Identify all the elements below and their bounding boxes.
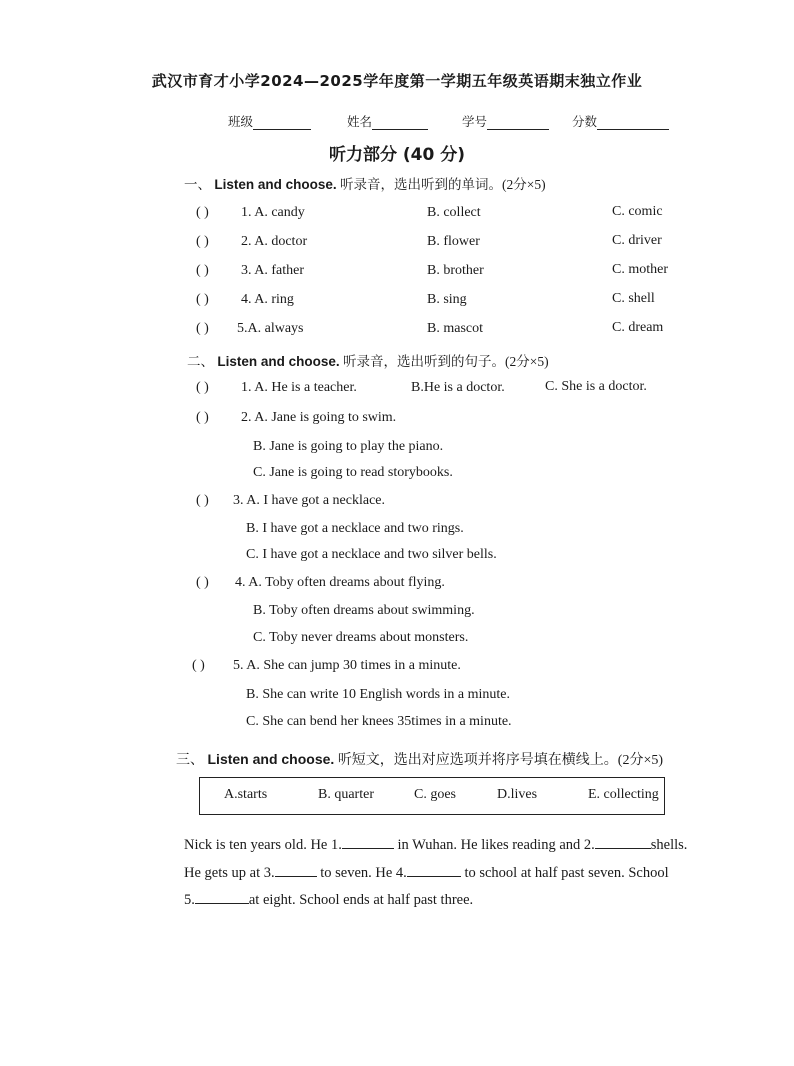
section3-heading bbox=[176, 749, 663, 769]
answer-paren[interactable]: ( ) bbox=[196, 410, 209, 425]
section2-number: 二、 bbox=[187, 354, 214, 369]
option-b: B. flower bbox=[427, 234, 480, 249]
option-b: B. brother bbox=[427, 263, 484, 278]
section2-instruction: 听录音，选出听到的句子。(2分×5) bbox=[343, 354, 549, 369]
option-c: C. I have got a necklace and two silver bells. bbox=[246, 547, 497, 562]
word-option-b: B. quarter bbox=[318, 787, 374, 802]
option-a: 5.A. always bbox=[237, 321, 304, 336]
name-label: 姓名 bbox=[347, 114, 373, 129]
passage-text: 5. bbox=[184, 892, 195, 908]
answer-paren[interactable]: ( ) bbox=[196, 234, 209, 249]
answer-paren[interactable]: ( ) bbox=[196, 380, 209, 395]
word-option-e: E. collecting bbox=[588, 787, 659, 802]
blank-2[interactable] bbox=[595, 834, 651, 849]
option-a: 5. A. She can jump 30 times in a minute. bbox=[233, 658, 461, 673]
blank-4[interactable] bbox=[407, 862, 461, 877]
answer-paren[interactable]: ( ) bbox=[192, 658, 205, 673]
name-field bbox=[347, 112, 428, 130]
answer-paren[interactable]: ( ) bbox=[196, 575, 209, 590]
answer-paren[interactable]: ( ) bbox=[196, 292, 209, 307]
passage-line-1 bbox=[184, 834, 687, 854]
class-label: 班级 bbox=[228, 114, 254, 129]
passage-text: shells. bbox=[650, 837, 688, 853]
section1-number: 一、 bbox=[184, 177, 211, 192]
class-blank[interactable] bbox=[253, 115, 311, 130]
passage-line-2 bbox=[184, 862, 669, 882]
option-a: 1. A. candy bbox=[241, 205, 305, 220]
blank-3[interactable] bbox=[275, 862, 317, 877]
number-label: 学号 bbox=[462, 114, 488, 129]
option-c: C. comic bbox=[612, 204, 663, 219]
option-a: 2. A. Jane is going to swim. bbox=[241, 410, 397, 425]
option-a: 3. A. father bbox=[241, 263, 304, 278]
passage-text: at eight. School ends at half past three. bbox=[248, 892, 474, 908]
score-label: 分数 bbox=[572, 114, 598, 129]
listening-part-title: 听力部分 (40 分) bbox=[328, 145, 466, 165]
option-c: C. dream bbox=[612, 320, 664, 335]
option-b: B. Toby often dreams about swimming. bbox=[253, 603, 475, 618]
option-a: 2. A. doctor bbox=[241, 234, 308, 249]
number-blank[interactable] bbox=[487, 115, 549, 130]
section1-instruction: 听录音，选出听到的单词。(2分×5) bbox=[340, 177, 546, 192]
option-c: C. She can bend her knees 35times in a minute. bbox=[246, 714, 512, 729]
passage-text: He gets up at 3. bbox=[184, 865, 275, 881]
section1-label: Listen and choose. bbox=[214, 177, 337, 192]
option-a: 3. A. I have got a necklace. bbox=[233, 493, 385, 508]
worksheet-title: 武汉市育才小学2024—2025学年度第一学期五年级英语期末独立作业 bbox=[151, 72, 643, 90]
score-blank[interactable] bbox=[597, 115, 669, 130]
class-field bbox=[228, 112, 311, 130]
option-c: C. mother bbox=[612, 262, 668, 277]
option-c: C. driver bbox=[612, 233, 662, 248]
answer-paren[interactable]: ( ) bbox=[196, 263, 209, 278]
word-option-c: C. goes bbox=[414, 787, 456, 802]
passage-text: to seven. He 4. bbox=[316, 865, 407, 881]
word-options-box bbox=[199, 777, 665, 815]
passage-text: in Wuhan. He likes reading and 2. bbox=[393, 837, 595, 853]
option-c: C. Jane is going to read storybooks. bbox=[253, 465, 453, 480]
section2-heading bbox=[187, 350, 549, 370]
score-field bbox=[572, 112, 669, 130]
section3-instruction: 听短文，选出对应选项并将序号填在横线上。(2分×5) bbox=[337, 753, 664, 768]
number-field bbox=[462, 112, 549, 130]
option-a: 4. A. Toby often dreams about flying. bbox=[235, 575, 445, 590]
name-blank[interactable] bbox=[372, 115, 428, 130]
word-option-a: A.starts bbox=[224, 787, 268, 802]
section3-number: 三、 bbox=[176, 753, 204, 768]
option-b: B. She can write 10 English words in a minute. bbox=[246, 687, 511, 702]
option-c: C. She is a doctor. bbox=[545, 379, 647, 394]
option-b: B. collect bbox=[427, 205, 481, 220]
passage-text: to school at half past seven. School bbox=[460, 865, 669, 881]
option-c: C. Toby never dreams about monsters. bbox=[253, 630, 469, 645]
section3-label: Listen and choose. bbox=[207, 751, 335, 767]
answer-paren[interactable]: ( ) bbox=[196, 321, 209, 336]
blank-1[interactable] bbox=[342, 834, 394, 849]
passage-line-3 bbox=[184, 889, 473, 909]
option-a: 4. A. ring bbox=[241, 292, 294, 307]
option-b: B. sing bbox=[427, 292, 467, 307]
option-b: B.He is a doctor. bbox=[411, 380, 505, 395]
option-b: B. mascot bbox=[427, 321, 483, 336]
option-b: B. Jane is going to play the piano. bbox=[253, 439, 444, 454]
answer-paren[interactable]: ( ) bbox=[196, 205, 209, 220]
word-option-d: D.lives bbox=[497, 787, 538, 802]
option-c: C. shell bbox=[612, 291, 655, 306]
option-b: B. I have got a necklace and two rings. bbox=[246, 521, 464, 536]
passage-text: Nick is ten years old. He 1. bbox=[184, 837, 342, 853]
blank-5[interactable] bbox=[195, 889, 249, 904]
answer-paren[interactable]: ( ) bbox=[196, 493, 209, 508]
option-a: 1. A. He is a teacher. bbox=[241, 380, 357, 395]
section1-heading bbox=[184, 173, 546, 193]
section2-label: Listen and choose. bbox=[217, 354, 340, 369]
